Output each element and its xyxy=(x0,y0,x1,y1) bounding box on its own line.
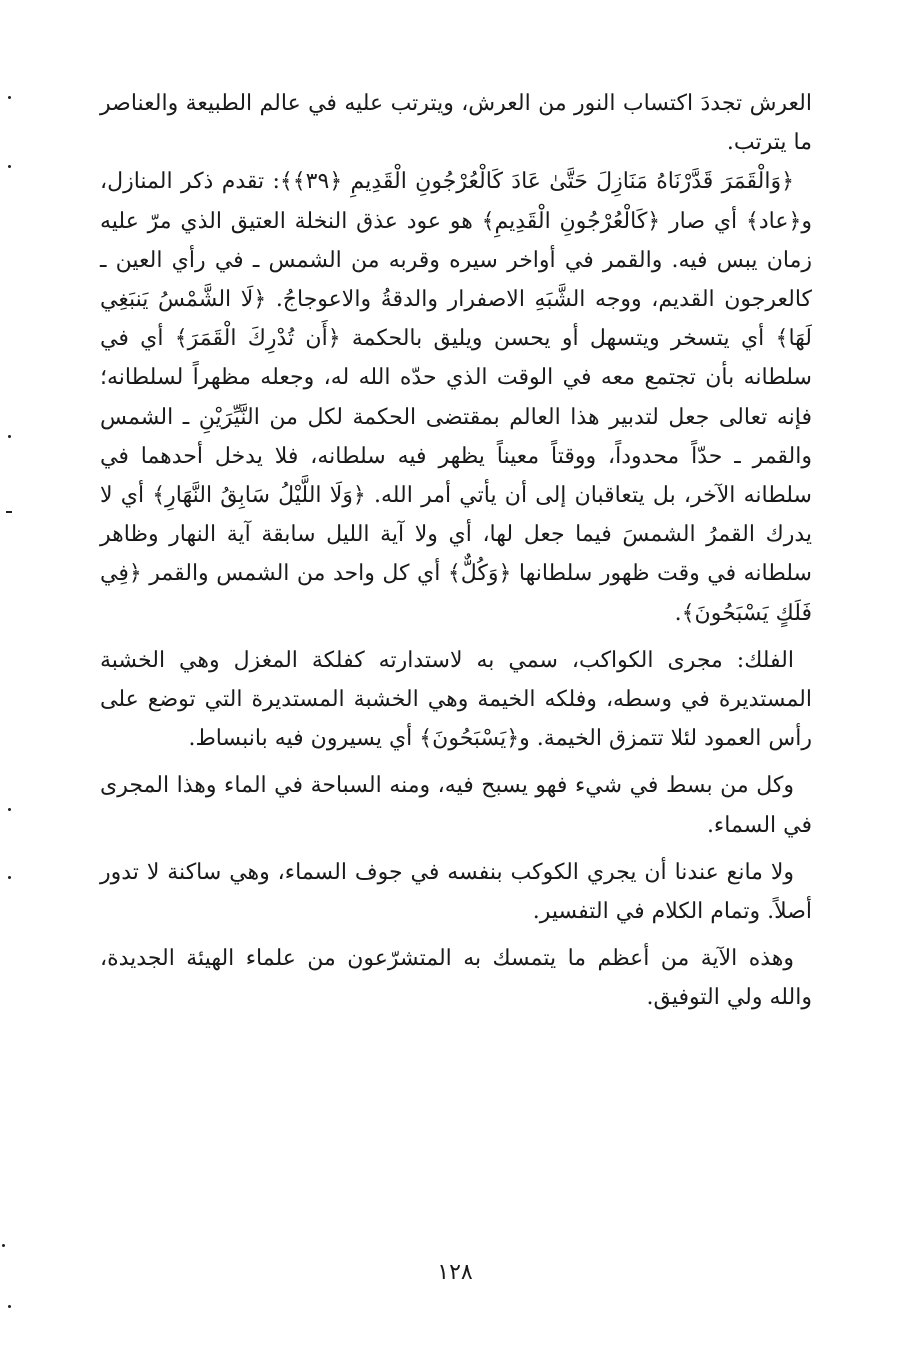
margin-mark xyxy=(8,96,11,99)
margin-mark xyxy=(2,1244,5,1247)
margin-mark xyxy=(8,876,11,879)
paragraph: ولا مانع عندنا أن يجري الكوكب بنفسه في جوف السماء، وهي ساكنة لا تدور أصلاً. وتمام الكلام في التفسير. xyxy=(100,859,812,925)
page-number: ١٢٨ xyxy=(437,1260,473,1285)
paragraph: العرش تجددَ اكتساب النور من العرش، ويترتب عليه في عالم الطبيعة والعناصر ما يترتب. xyxy=(100,91,812,156)
margin-mark xyxy=(8,435,11,438)
margin-mark xyxy=(8,808,11,811)
margin-mark xyxy=(8,165,11,168)
main-text xyxy=(100,84,812,1018)
paragraph: وهذه الآية من أعظم ما يتمسك به المتشرّعون من علماء الهيئة الجديدة، والله ولي التوفيق. xyxy=(100,946,812,1011)
paragraph: الفلك: مجرى الكواكب، سمي به لاستدارته كفلكة المغزل وهي الخشبة المستديرة في وسطه، وفلكه الخيمة وهي الخشبة المستديرة التي توضع على رأس العمود لئلا تتمزق الخيمة. و﴿يَسْبَحُونَ﴾ أي يسيرون فيه بانبساط. xyxy=(100,647,812,752)
paragraph: وكل من بسط في شيء فهو يسبح فيه، ومنه السباحة في الماء وهذا المجرى في السماء. xyxy=(100,773,812,838)
margin-mark xyxy=(8,1305,11,1308)
margin-mark xyxy=(6,511,12,513)
paragraph: ﴿وَالْقَمَرَ قَدَّرْنَاهُ مَنَازِلَ حَتَّىٰ عَادَ كَالْعُرْجُونِ الْقَدِيمِ ﴿٣٩﴾﴾: تقدم ذكر المنازل، و﴿عاد﴾ أي صار ﴿كَالْعُرْجُونِ الْقَدِيمِ﴾ هو عود عذق النخلة العتيق الذي مرّ عليه زمان يبس فيه. والقمر في أواخر سيره وقربه من الشمس ـ في رأي العين ـ كالعرجون القديم، ووجه الشَّبَهِ الاصفرار والدقةُ والاعوجاجُ. ﴿لَا الشَّمْسُ يَنبَغِي لَهَا﴾ أي يتسخر ويتسهل أو يحسن ويليق بالحكمة ﴿أَن تُدْرِكَ الْقَمَرَ﴾ أي في سلطانه بأن تجتمع معه في الوقت الذي حدّه الله له، وجعله مظهراً لسلطانه؛ فإنه تعالى جعل لتدبير هذا العالم بمقتضى الحكمة لكل من النَّيِّرَيْنِ ـ الشمس والقمر ـ حدّاً محدوداً، ووقتاً معيناً يظهر فيه سلطانه، فلا يدخل أحدهما في سلطانه الآخر، بل يتعاقبان إلى أن يأتي أمر الله. ﴿وَلَا اللَّيْلُ سَابِقُ النَّهَارِ﴾ أي لا يدرك القمرُ الشمسَ فيما جعل لها، أي ولا آية الليل سابقة آية النهار وظاهر سلطانه في وقت ظهور سلطانها ﴿وَكُلٌّ﴾ أي كل واحد من الشمس والقمر ﴿فِي فَلَكٍ يَسْبَحُونَ﴾. xyxy=(100,169,812,626)
